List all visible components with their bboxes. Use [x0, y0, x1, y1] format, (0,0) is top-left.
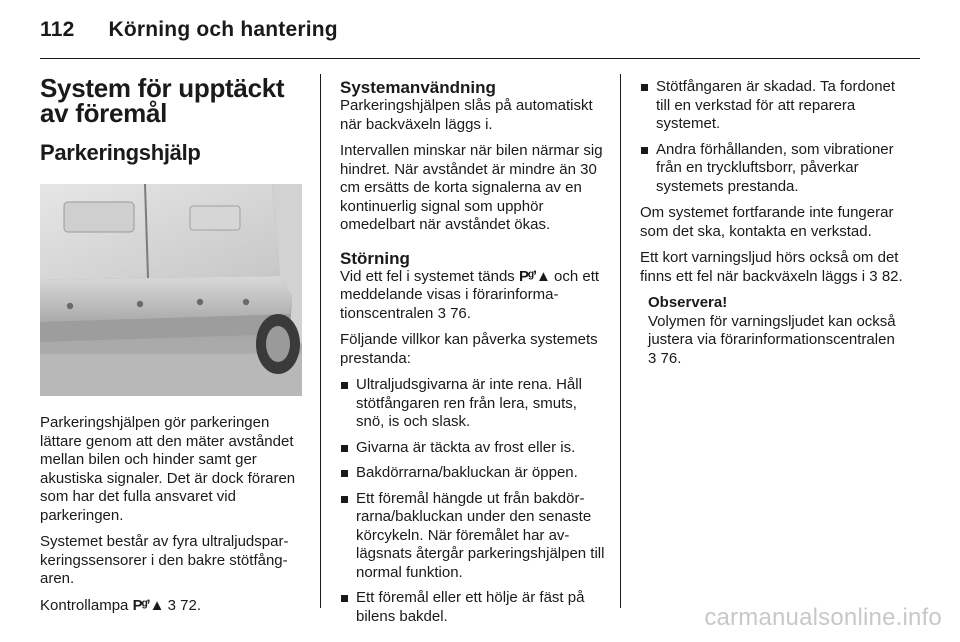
column-divider-2 [620, 74, 621, 608]
reference-arrow-icon: 3 [869, 267, 878, 285]
subsection-title: Parkeringshjälp [40, 140, 201, 165]
usage-paragraph-2: Intervallen minskar när bilen närmar sig hindret. När avståndet är mindre än 30 cm ersätts de korta signalerna av en kontinuerlig signal som upphör omedelbart när avståndet ökas. [340, 142, 603, 233]
workshop-paragraph: Om systemet fortfarande inte fungerar som det ska, kontakta en verkstad. [640, 204, 894, 240]
conditions-intro: Följande villkor kan påverka systemets prestanda: [340, 331, 598, 367]
section-title: System för upptäckt av föremål [40, 73, 285, 128]
chapter-title: Körning och hantering [108, 18, 338, 41]
column-3 [640, 74, 904, 368]
sensors-paragraph: Systemet består av fyra ultraljudsparkeringssensorer i den bakre stötfångaren. [40, 533, 289, 587]
list-item: Ett föremål hängde ut från bakdörrarna/bakluckan under den senaste körcykeln. När föremålet har avlägsnats återgår parkeringshjälpen till normal funktion. [340, 490, 608, 583]
header-rule [40, 58, 920, 59]
reference-arrow-icon: 3 [167, 596, 176, 614]
usage-paragraph-1: Parkeringshjälpen slås på automatiskt när backväxeln läggs i. [340, 97, 593, 133]
fault-paragraph: Vid ett fel i systemet tänds Pᵍʼ▲ och ett meddelande visas i förarinformationscentralen 3 76. [340, 267, 600, 322]
warning-sound-paragraph: Ett kort varningsljud hörs också om det finns ett fel när backväxeln läggs i 3 82. [640, 249, 903, 285]
note-title: Observera! [648, 294, 728, 311]
park-assist-warning-icon: Pᵍʼ▲ [132, 596, 164, 614]
watermark: carmanualsonline.info [704, 604, 942, 631]
heading-system-usage: Systemanvändning [340, 78, 496, 97]
page-reference: 76. [450, 304, 471, 322]
page-header [40, 18, 338, 42]
list-item: Andra förhållanden, som vibrationer från en tryckluftsborr, påverkar systemets prestanda. [640, 141, 904, 197]
conditions-list [340, 376, 608, 626]
column-divider-1 [320, 74, 321, 608]
list-item: Bakdörrarna/bakluckan är öppen. [340, 464, 608, 483]
control-lamp-line: Kontrollampa Pᵍʼ▲ 3 72. [40, 596, 201, 614]
list-item: Stötfångaren är skadad. Ta fordonet till en verkstad för att reparera systemet. [640, 78, 904, 134]
column-2 [340, 74, 608, 634]
page-reference: 82. [881, 267, 903, 285]
rear-bumper-sensor-photo [40, 184, 302, 396]
reference-arrow-icon: 3 [437, 304, 446, 322]
note-box [648, 294, 904, 368]
heading-fault: Störning [340, 248, 410, 268]
list-item: Ultraljudsgivarna är inte rena. Håll stötfångaren ren från lera, smuts, snö, is och slask. [340, 376, 608, 432]
list-item: Givarna är täckta av frost eller is. [340, 439, 608, 458]
reference-arrow-icon: 3 [648, 349, 657, 367]
park-assist-warning-icon: Pᵍʼ▲ [518, 267, 550, 285]
column-1 [40, 74, 308, 623]
intro-paragraph: Parkeringshjälpen gör parkeringen lättare genom att den mäter avståndet mellan bilen och hinder samt ger akustiska signaler. Det är dock föraren som har det fulla ansvaret vid parkeringen. [40, 414, 296, 524]
page-reference: 72. [180, 596, 201, 614]
page-reference: 76. [660, 349, 682, 367]
note-text: Volymen för varningsljudet kan också justera via förarinformationscentralen 3 76. [648, 312, 896, 367]
conditions-list-continued [640, 78, 904, 196]
list-item: Ett föremål eller ett hölje är fäst på bilens bakdel. [340, 589, 608, 626]
page-number: 112 [40, 18, 75, 41]
